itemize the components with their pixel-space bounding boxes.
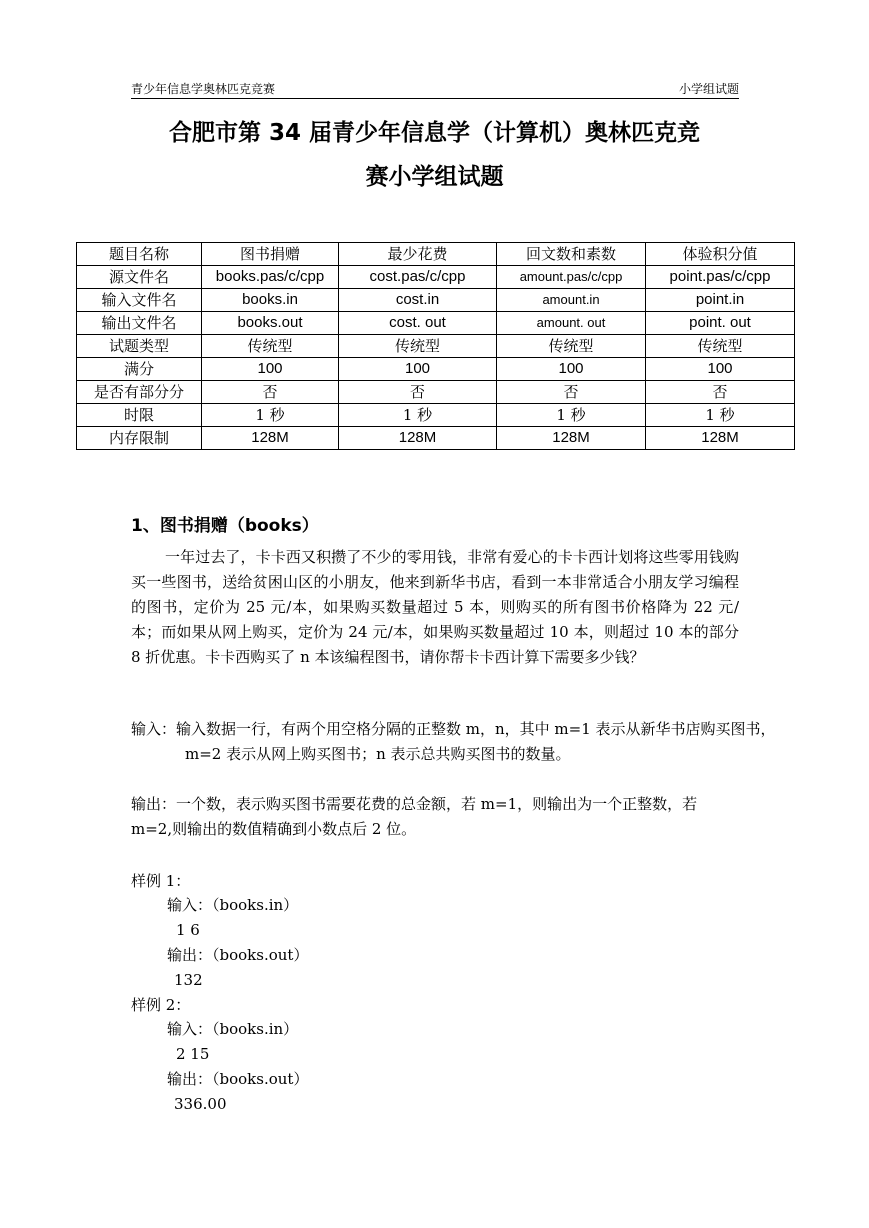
sample-1-input-label: 输入：（books.in） <box>167 896 299 914</box>
header-right-text: 小学组试题 <box>678 82 739 96</box>
sample-2-input-label: 输入：（books.in） <box>167 1020 299 1038</box>
table-row-header-cell: 时限 <box>77 404 202 427</box>
table-cell: 否 <box>497 381 646 404</box>
table-row <box>77 335 795 358</box>
table-cell: 传统型 <box>497 335 646 358</box>
table-cell: 128M <box>339 427 497 450</box>
sample-1-input-value: 1 6 <box>176 921 200 939</box>
table-cell: 传统型 <box>202 335 339 358</box>
input-spec: 输入：输入数据一行，有两个用空格分隔的正整数 m，n，其中 m=1 表示从新华书店购买图书，m=2 表示从网上购买图书；n 表示总共购买图书的数量。 <box>131 720 776 763</box>
sample-1-output-label: 输出：（books.out） <box>167 946 309 964</box>
problem-heading: 1、图书捐赠（books） <box>131 516 319 536</box>
header-left-text: 青少年信息学奥林匹克竞赛 <box>131 82 276 96</box>
table-cell: 否 <box>202 381 339 404</box>
table-cell: point.in <box>646 289 795 312</box>
table-cell: 100 <box>202 358 339 381</box>
table-cell: amount.pas/c/cpp <box>497 266 646 289</box>
table-cell: 否 <box>646 381 795 404</box>
table-row <box>77 289 795 312</box>
table-cell: books.out <box>202 312 339 335</box>
table-cell: 1 秒 <box>497 404 646 427</box>
table-row-header-cell: 试题类型 <box>77 335 202 358</box>
table-cell: cost.in <box>339 289 497 312</box>
table-cell: books.in <box>202 289 339 312</box>
table-row-header-cell: 满分 <box>77 358 202 381</box>
table-cell: 1 秒 <box>202 404 339 427</box>
table-row <box>77 243 795 266</box>
table-cell: 传统型 <box>646 335 795 358</box>
table-cell: 100 <box>646 358 795 381</box>
table-row-header-cell: 输入文件名 <box>77 289 202 312</box>
sample-2-label: 样例 2： <box>131 996 191 1014</box>
table-cell: 100 <box>339 358 497 381</box>
table-cell: 128M <box>646 427 795 450</box>
sample-2-input-value: 2 15 <box>176 1045 210 1063</box>
table-cell: 1 秒 <box>646 404 795 427</box>
table-row-header-cell: 源文件名 <box>77 266 202 289</box>
sample-2-output-label: 输出：（books.out） <box>167 1070 309 1088</box>
table-cell: books.pas/c/cpp <box>202 266 339 289</box>
problem-description: 一年过去了，卡卡西又积攒了不少的零用钱，非常有爱心的卡卡西计划将这些零用钱购买一些图书，送给贫困山区的小朋友，他来到新华书店，看到一本非常适合小朋友学习编程的图书，定价为 25 元/本，如果购买数量超过 5 本，则购买的所有图书价格降为 22 元/本；而如果从网上购买，定价为 24 元/本，如果购买数量超过 10 本，则超过 10 本的部分 8 折优惠。卡卡西购买了 n 本该编程图书，请你帮卡卡西计算下需要多少钱？ <box>131 548 739 666</box>
table-row-header-cell: 输出文件名 <box>77 312 202 335</box>
table-cell: point.pas/c/cpp <box>646 266 795 289</box>
problem-info-table <box>76 242 795 450</box>
table-cell: 100 <box>497 358 646 381</box>
table-row <box>77 266 795 289</box>
table-cell: 图书捐赠 <box>202 243 339 266</box>
table-cell: 传统型 <box>339 335 497 358</box>
table-cell: 体验积分值 <box>646 243 795 266</box>
table-row-header-cell: 题目名称 <box>77 243 202 266</box>
table-cell: amount.in <box>497 289 646 312</box>
table-cell: 128M <box>202 427 339 450</box>
output-spec: 输出：一个数，表示购买图书需要花费的总金额，若 m=1，则输出为一个正整数，若 m=2,则输出的数值精确到小数点后 2 位。 <box>131 795 698 838</box>
table-cell: 128M <box>497 427 646 450</box>
table-row-header-cell: 是否有部分分 <box>77 381 202 404</box>
table-cell: cost. out <box>339 312 497 335</box>
document-title-line-1: 合肥市第 34 届青少年信息学（计算机）奥林匹克竞 <box>168 120 701 146</box>
table-cell: 回文数和素数 <box>497 243 646 266</box>
sample-2-output-value: 336.00 <box>174 1095 227 1113</box>
table-row <box>77 381 795 404</box>
table-row-header-cell: 内存限制 <box>77 427 202 450</box>
table-row <box>77 358 795 381</box>
table-cell: 最少花费 <box>339 243 497 266</box>
table-row <box>77 404 795 427</box>
table-row <box>77 427 795 450</box>
table-cell: amount. out <box>497 312 646 335</box>
table-row <box>77 312 795 335</box>
table-cell: point. out <box>646 312 795 335</box>
table-cell: cost.pas/c/cpp <box>339 266 497 289</box>
running-header <box>131 78 739 99</box>
document-title-line-2: 赛小学组试题 <box>365 164 504 190</box>
table-cell: 1 秒 <box>339 404 497 427</box>
table-cell: 否 <box>339 381 497 404</box>
sample-1-output-value: 132 <box>174 971 203 989</box>
sample-1-label: 样例 1： <box>131 872 191 890</box>
